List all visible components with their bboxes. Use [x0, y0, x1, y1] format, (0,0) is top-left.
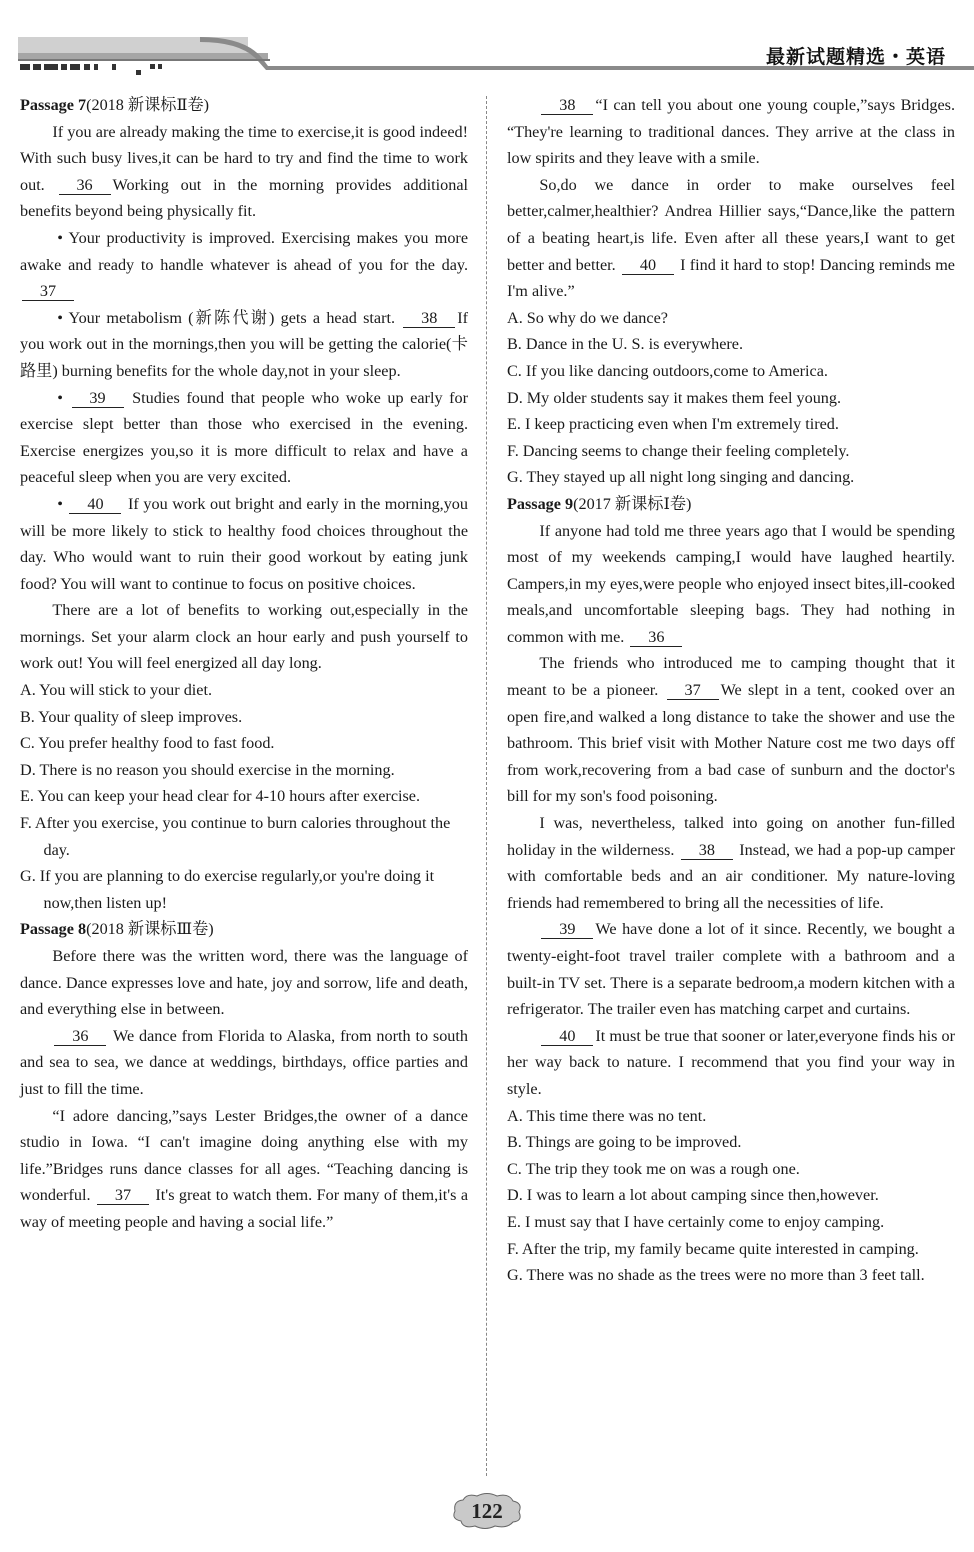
answer-option: F. After the trip, my family became quite interested in camping. [507, 1239, 919, 1258]
header-title: 最新试题精选・英语 [765, 46, 946, 68]
answer-option: B. Your quality of sleep improves. [20, 707, 243, 726]
paragraph-text: • Your productivity is improved. Exercising makes you more awake and ready to handle whatever is ahead of you for the day. [20, 228, 468, 274]
paragraph-text: • [57, 388, 70, 407]
passage-paragraph [20, 943, 468, 1023]
answer-blank: 40 [541, 1027, 593, 1046]
paragraph-text: I find it hard to stop! Dancing reminds me I'm alive.” [507, 255, 955, 301]
right-column [507, 92, 955, 1289]
paragraph-text: We dance from Florida to Alaska, from north to south and sea to sea, we dance at weddings, birthdays, office parties and just to fill the time. [20, 1026, 468, 1098]
answer-option: B. Dance in the U. S. is everywhere. [507, 335, 743, 354]
paragraph-text: There are a lot of benefits to working out,especially in the mornings. Set your alarm clock an hour early and push yourself to work out! You will feel energized all day long. [20, 601, 468, 673]
passage-heading [20, 92, 468, 119]
answer-blank: 37 [667, 681, 719, 700]
paragraph-text: Working out in the morning provides additional benefits beyond being physically fit. [20, 175, 469, 221]
paragraph-text: “I can tell you about one young couple,”says Bridges. “They're learning to traditional dances. They arrive at the class in low spirits and they leave with a smile. [507, 96, 955, 168]
passage-paragraph [20, 119, 468, 225]
answer-option: D. My older students say it makes them feel young. [507, 388, 842, 407]
passage-paragraph [20, 597, 468, 677]
answer-blank: 36 [54, 1027, 106, 1046]
column-divider [486, 96, 487, 1476]
passage-paragraph [20, 385, 468, 491]
passage-paragraph [507, 92, 955, 172]
passage-paragraph [20, 305, 468, 385]
left-column [20, 92, 468, 1236]
answer-option: G. If you are planning to do exercise regularly,or you're doing it now,then listen up! [20, 867, 435, 912]
paragraph-text: The friends who introduced me to camping thought that it meant to be a pioneer. [507, 654, 955, 700]
answer-option: E. You can keep your head clear for 4-10 hours after exercise. [20, 787, 421, 806]
passage-title: Passage 8 [20, 920, 87, 939]
answer-option: D. I was to learn a lot about camping since then,however. [507, 1186, 879, 1205]
paragraph-text: We slept in a tent, cooked over an open fire,and walked a long distance to take the shower and use the bathroom. This brief visit with Mother Nature cost me two days off from work,recovering from a bad case of sunburn and the doctor's bill for my son's food poisoning. [507, 681, 955, 806]
paragraph-text: It's great to watch them. For many of them,it's a way of meeting people and having a social life.” [20, 1186, 469, 1231]
passage-paragraph [507, 172, 955, 305]
answer-blank: 39 [72, 389, 124, 408]
paragraph-text: If anyone had told me three years ago that I would be spending most of my weekends camping,I would have laughed heartily. Campers,in my eyes,were people who enjoyed insect bites,ill-cooked meals,and uncomfortable sleeping bags. They had nothing in common with me. [507, 521, 955, 646]
paragraph-text: “I adore dancing,”says Lester Bridges,the owner of a dance studio in Iowa. “I can't imagine doing anything else with my life.”Bridges runs dance classes for all ages. “Teaching dancing is wonderful. [20, 1106, 468, 1205]
answer-blank: 37 [97, 1186, 149, 1205]
answer-option: F. After you exercise, you continue to burn calories throughout the day. [20, 814, 451, 859]
paragraph-text: Studies found that people who woke up early for exercise slept better than those who exercised in the evening. Exercise energizes you,so it is more difficult to relax and have a peaceful sleep when you are very excited. [20, 388, 468, 487]
answer-blank: 38 [541, 96, 593, 115]
passage-paragraph [507, 650, 955, 810]
passage-source: (2018 新课标Ⅲ卷) [86, 920, 214, 939]
passage-source: (2017 新课标Ⅰ卷) [573, 494, 692, 513]
answer-blank: 36 [630, 628, 682, 647]
answer-option: A. This time there was no tent. [507, 1106, 707, 1125]
answer-blank: 40 [69, 495, 121, 514]
answer-blank: 36 [59, 176, 111, 195]
page-number: 122 [471, 1499, 503, 1523]
answer-option: E. I keep practicing even when I'm extremely tired. [507, 415, 839, 434]
paragraph-text: Before there was the written word, there was the language of dance. Dance expresses love and hate, joy and sorrow, life and death, and everything else in between. [20, 947, 468, 1019]
passage-paragraph [507, 916, 955, 1022]
answer-blank: 38 [681, 841, 733, 860]
paragraph-text: It must be true that sooner or later,everyone finds his or her way back to nature. I recommend that you find your way in style. [507, 1026, 955, 1098]
answer-option: C. You prefer healthy food to fast food. [20, 734, 275, 753]
passage-heading [20, 916, 468, 943]
answer-option: F. Dancing seems to change their feeling completely. [507, 441, 850, 460]
answer-option: G. There was no shade as the trees were no more than 3 feet tall. [507, 1266, 925, 1285]
passage-paragraph [20, 1023, 468, 1103]
passage-source: (2018 新课标Ⅱ卷) [86, 96, 210, 114]
paragraph-text: I was, nevertheless, talked into going on another fun-filled holiday in the wilderness. [507, 814, 955, 859]
answer-option: C. If you like dancing outdoors,come to America. [507, 361, 828, 380]
paragraph-text: If you work out bright and early in the morning,you will be more likely to stick to healthy food choices throughout the day. Who would want to ruin their good workout by eating junk food? You will want to continue to focus on positive choices. [20, 494, 468, 593]
passage-paragraph [20, 491, 468, 597]
answer-option: B. Things are going to be improved. [507, 1133, 742, 1152]
paragraph-text: • Your metabolism (新陈代谢) gets a head start. [57, 308, 402, 327]
passage-paragraph [507, 1023, 955, 1103]
answer-blank: 39 [541, 920, 593, 939]
passage-title: Passage 7 [20, 96, 87, 114]
passage-heading [507, 491, 955, 518]
paragraph-text: So,do we dance in order to make ourselves feel better,calmer,healthier? Andrea Hillier says,“Dance,like the pattern of a beating heart,is life. Even after all these years,I want to get better and better. [507, 175, 955, 274]
passage-paragraph [507, 518, 955, 651]
passage-title: Passage 9 [507, 494, 574, 513]
paragraph-text: Instead, we had a pop-up camper with comfortable beds and an air conditioner. My nature-loving friends had remembered to bring all the necessities of life. [507, 840, 956, 912]
answer-option: E. I must say that I have certainly come to enjoy camping. [507, 1212, 885, 1231]
passage-paragraph [507, 810, 955, 916]
answer-blank: 40 [622, 256, 674, 275]
passage-paragraph [20, 1103, 468, 1236]
passage-paragraph [20, 225, 468, 305]
answer-blank: 38 [403, 309, 455, 328]
page-header [0, 0, 974, 90]
paragraph-text: We have done a lot of it since. Recently, we bought a twenty-eight-foot travel trailer complete with a bathroom and a built-in TV set. There is a separate bedroom,a modern kitchen with a refrigerator. The trailer even has matching carpet and curtains. [507, 920, 955, 1019]
page-number-badge [449, 1491, 525, 1531]
answer-option: C. The trip they took me on was a rough one. [507, 1159, 800, 1178]
answer-blank: 37 [22, 282, 74, 301]
paragraph-text: If you are already making the time to exercise,it is good indeed! With such busy lives,it can be hard to try and find the time to work out. [20, 122, 468, 194]
answer-option: D. There is no reason you should exercise in the morning. [20, 760, 395, 779]
answer-option: G. They stayed up all night long singing and dancing. [507, 468, 855, 487]
answer-option: A. You will stick to your diet. [20, 681, 213, 700]
paragraph-text: If you work out in the mornings,then you will be getting the calorie(卡路里) burning benefits for the whole day,not in your sleep. [20, 308, 468, 380]
answer-option: A. So why do we dance? [507, 308, 668, 327]
paragraph-text: • [57, 494, 68, 513]
